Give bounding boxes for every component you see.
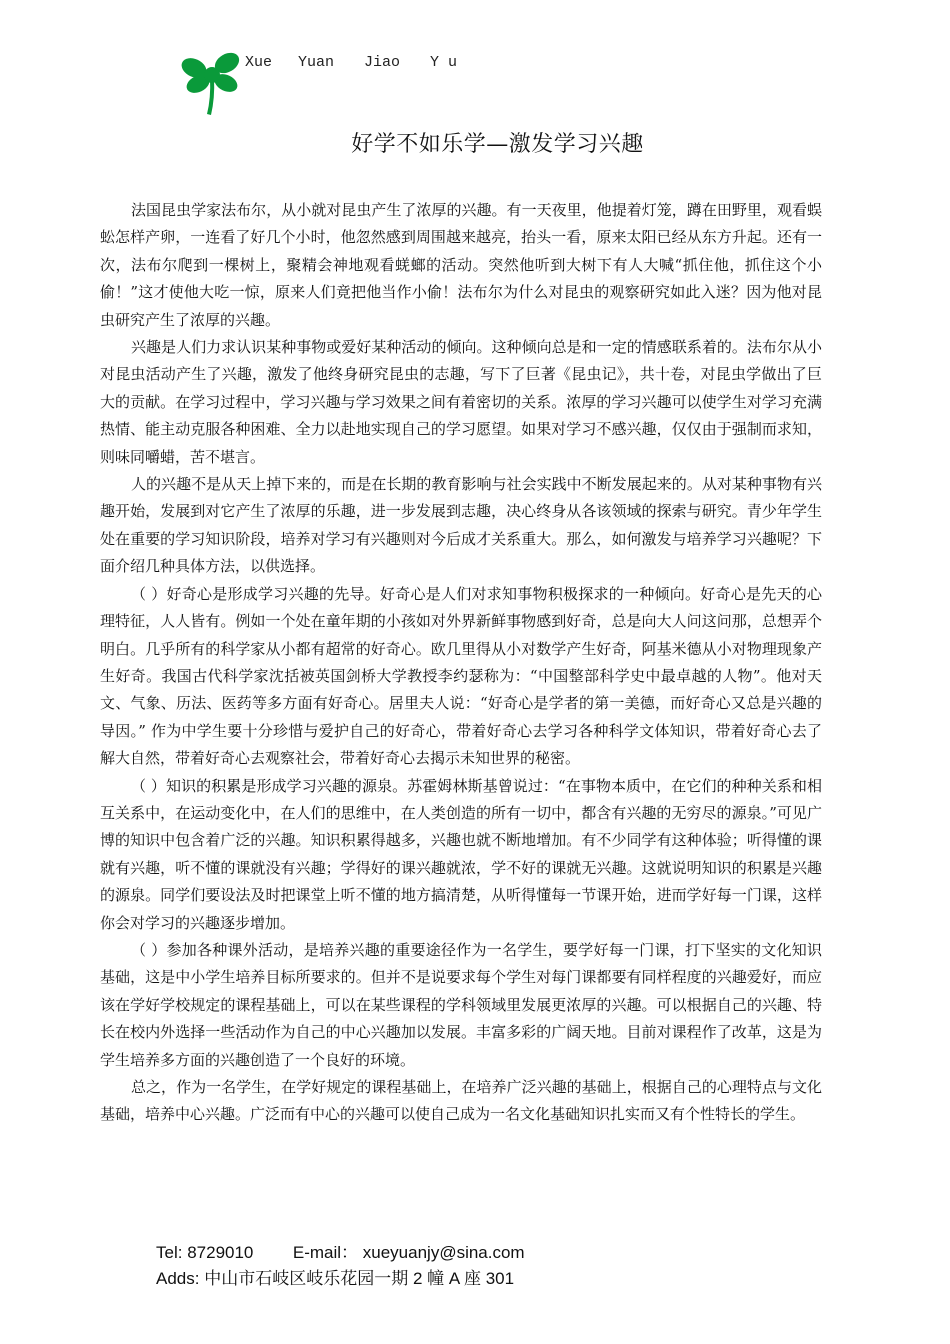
address-line xyxy=(156,1264,514,1289)
tel-value: 8729010 xyxy=(187,1243,254,1262)
paragraph: （ ）参加各种课外活动，是培养兴趣的重要途径作为一名学生，要学好每一门课，打下坚实的文化知识基础，这是中小学生培养目标所要求的。但并不是说要求每个学生对每门课都要有同样程度的兴趣爱好，而应该在学好学校规定的课程基础上，可以在某些课程的学科领域里发展更浓厚的兴趣。可以根据自己的兴趣、特长在校内外选择一些活动作为自己的中心兴趣加以发展。丰富多彩的广阔天地。目前对课程作了改革，这是为学生培养多方面的兴趣创造了一个良好的环境。 xyxy=(100,940,822,1069)
brand-word-yu: Y u xyxy=(430,54,458,71)
paragraph: （ ）知识的积累是形成学习兴趣的源泉。苏霍姆林斯基曾说过：“在事物本质中，在它们的种种关系和相互关系中，在运动变化中，在人们的思维中，在人类创造的所有一切中，都含有兴趣的无穷尽的源泉。”可见广博的知识中包含着广泛的兴趣。知识积累得越多，兴趣也就不断地增加。有不少同学有这种体验；听得懂的课就有兴趣，听不懂的课就没有兴趣；学得好的课兴趣就浓，学不好的课就无兴趣。这就说明知识的积累是兴趣的源泉。同学们要设法及时把课堂上听不懂的地方搞清楚，从听得懂每一节课开始，进而学好每一门课，这样你会对学习的兴趣逐步增加。 xyxy=(100,776,822,932)
address-value: 中山市石岐区岐乐花园一期 2 幢 A 座 301 xyxy=(204,1269,515,1288)
brand-word-xue: Xue xyxy=(245,54,273,71)
paragraph: （ ）好奇心是形成学习兴趣的先导。好奇心是人们对求知事物积极探求的一种倾向。好奇心是先天的心理特征，人人皆有。例如一个处在童年期的小孩如对外界新鲜事物感到好奇，总是向大人问这问那，总想弄个明白。几乎所有的科学家从小都有超常的好奇心。欧几里得从小对数学产生好奇，阿基米德从小对物理现象产生好奇。我国古代科学家沈括被英国剑桥大学教授李约瑟称为：“中国整部科学史中最卓越的人物”。他对天文、气象、历法、医药等多方面有好奇心。居里夫人说：“好奇心是学者的第一美德，而好奇心又总是兴趣的导因。” 作为中学生要十分珍惜与爱护自己的好奇心，带着好奇心去学习各种科学文体知识，带着好奇心去了解大自然，带着好奇心去观察社会，带着好奇心去揭示未知世界的秘密。 xyxy=(100,584,822,768)
brand-word-yuan: Yuan xyxy=(298,54,335,71)
tel-label: Tel: xyxy=(156,1243,183,1262)
contact-line xyxy=(156,1238,525,1263)
article-body xyxy=(100,197,822,1129)
paragraph: 兴趣是人们力求认识某种事物或爱好某种活动的倾向。这种倾向总是和一定的情感联系着的。法布尔从小对昆虫活动产生了兴趣，激发了他终身研究昆虫的志趣，写下了巨著《昆虫记》，共十卷，对昆虫学做出了巨大的贡献。在学习过程中，学习兴趣与学习效果之间有着密切的关系。浓厚的学习兴趣可以使学生对学习充满热情、能主动克服各种困难、全力以赴地实现自己的学习愿望。如果对学习不感兴趣，仅仅由于强制而求知，则味同嚼蜡，苦不堪言。 xyxy=(100,338,822,466)
paragraph: 法国昆虫学家法布尔，从小就对昆虫产生了浓厚的兴趣。有一天夜里，他提着灯笼，蹲在田野里，观看蜈蚣怎样产卵，一连看了好几个小时，他忽然感到周围越来越亮，抬头一看，原来太阳已经从东方升起。还有一次，法布尔爬到一棵树上，聚精会神地观看蜣螂的活动。突然他听到大树下有人大喊“抓住他，抓住这个小偷！”这才使他大吃一惊，原来人们竟把他当作小偷！法布尔为什么对昆虫的观察研究如此入迷？因为他对昆虫研究产生了浓厚的兴趣。 xyxy=(100,201,822,329)
email-value[interactable]: xueyuanjy@sina.com xyxy=(362,1243,525,1262)
paragraph: 总之，作为一名学生，在学好规定的课程基础上，在培养广泛兴趣的基础上，根据自己的心理特点与文化基础，培养中心兴趣。广泛而有中心的兴趣可以使自己成为一名文化基础知识扎实而又有个性特长的学生。 xyxy=(100,1078,822,1124)
paragraph: 人的兴趣不是从天上掉下来的，而是在长期的教育影响与社会实践中不断发展起来的。从对某种事物有兴趣开始，发展到对它产生了浓厚的乐趣，进一步发展到志趣，决心终身从各该领域的探索与研究。青少年学生处在重要的学习知识阶段，培养对学习有兴趣则对今后成才关系重大。那么，如何激发与培养学习兴趣呢？下面介绍几种具体方法，以供选择。 xyxy=(100,475,822,576)
brand-word-jiao: Jiao xyxy=(364,54,401,71)
page-title: 好学不如乐学—激发学习兴趣 xyxy=(351,132,644,157)
clover-logo xyxy=(180,50,244,116)
address-label: Adds: xyxy=(156,1269,200,1288)
email-label: E-mail： xyxy=(292,1243,359,1262)
